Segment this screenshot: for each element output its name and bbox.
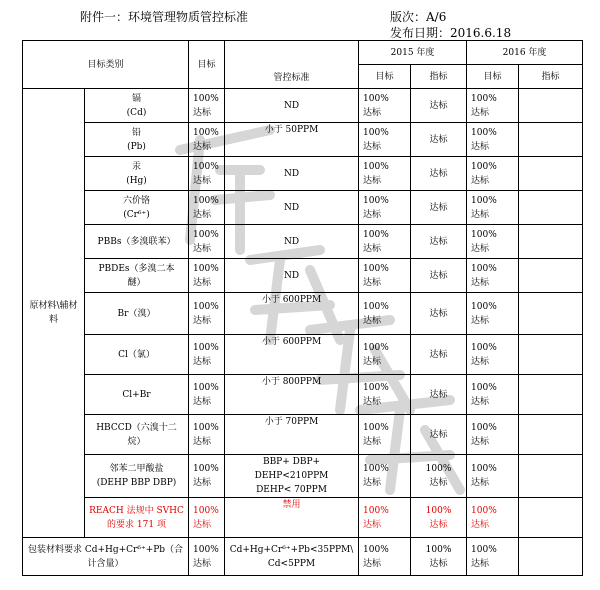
- target-2016: 100% 达标: [467, 498, 519, 538]
- target-value: 100% 达标: [189, 191, 225, 225]
- indicator-2016: [519, 123, 583, 157]
- target-value: 100% 达标: [189, 89, 225, 123]
- indicator-2016: [519, 375, 583, 415]
- target-2015: 100% 达标: [359, 335, 411, 375]
- target-2016: 100% 达标: [467, 538, 519, 576]
- indicator-2016: [519, 293, 583, 335]
- header-target: 目标: [189, 41, 225, 89]
- control-standard: 小于 50PPM: [225, 123, 359, 157]
- target-2015: 100% 达标: [359, 375, 411, 415]
- substance-name: PBBs（多溴联苯）: [85, 225, 189, 259]
- control-standard: 小于 800PPM: [225, 375, 359, 415]
- indicator-2015: 达标: [411, 259, 467, 293]
- target-value: 100% 达标: [189, 455, 225, 498]
- target-value: 100% 达标: [189, 123, 225, 157]
- target-2016: 100% 达标: [467, 375, 519, 415]
- control-standard: ND: [225, 157, 359, 191]
- control-standard: ND: [225, 225, 359, 259]
- substance-name: REACH 法规中 SVHC 的要求 171 项: [85, 498, 189, 538]
- header-2015-indicator: 指标: [411, 65, 467, 89]
- target-value: 100% 达标: [189, 415, 225, 455]
- target-2016: 100% 达标: [467, 225, 519, 259]
- header-2015: 2015 年度: [359, 41, 467, 65]
- substance-name: Cl（氯）: [85, 335, 189, 375]
- substance-name: 邻苯二甲酸盐 (DEHP BBP DBP): [85, 455, 189, 498]
- indicator-2015: 达标: [411, 335, 467, 375]
- indicator-2016: [519, 225, 583, 259]
- control-standard: Cd+Hg+Cr⁶⁺+Pb<35PPM\ Cd<5PPM: [225, 538, 359, 576]
- target-2015: 100% 达标: [359, 89, 411, 123]
- substance-name: 汞 (Hg): [85, 157, 189, 191]
- table-row: [23, 259, 583, 293]
- target-value: 100% 达标: [189, 375, 225, 415]
- target-value: 100% 达标: [189, 538, 225, 576]
- target-value: 100% 达标: [189, 157, 225, 191]
- target-value: 100% 达标: [189, 498, 225, 538]
- group-label: 原材料\辅材料: [23, 89, 85, 538]
- substance-name: HBCCD（六溴十二 烷）: [85, 415, 189, 455]
- target-2016: 100% 达标: [467, 157, 519, 191]
- version-label: 版次：A/6: [390, 10, 447, 24]
- header-2016-target: 目标: [467, 65, 519, 89]
- target-2015: 100% 达标: [359, 225, 411, 259]
- indicator-2016: [519, 455, 583, 498]
- indicator-2015: 100% 达标: [411, 455, 467, 498]
- control-standard: 小于 70PPM: [225, 415, 359, 455]
- table-row: [23, 455, 583, 498]
- indicator-2015: 达标: [411, 157, 467, 191]
- indicator-2016: [519, 89, 583, 123]
- indicator-2015: 达标: [411, 191, 467, 225]
- header-standard: 管控标准: [225, 41, 359, 89]
- indicator-2015: 达标: [411, 375, 467, 415]
- target-value: 100% 达标: [189, 225, 225, 259]
- target-2016: 100% 达标: [467, 259, 519, 293]
- table-row: [23, 123, 583, 157]
- substance-name: 镉 (Cd): [85, 89, 189, 123]
- control-standard: ND: [225, 89, 359, 123]
- substance-name: 铅 (Pb): [85, 123, 189, 157]
- release-date: 发布日期：2016.6.18: [390, 26, 512, 40]
- substance-name: PBDEs（多溴二本 醚）: [85, 259, 189, 293]
- target-2016: 100% 达标: [467, 89, 519, 123]
- table-row: [23, 375, 583, 415]
- header-2016: 2016 年度: [467, 41, 583, 65]
- control-standard: BBP+ DBP+ DEHP<210PPM DEHP< 70PPM: [225, 455, 359, 498]
- target-2016: 100% 达标: [467, 293, 519, 335]
- target-2016: 100% 达标: [467, 123, 519, 157]
- target-value: 100% 达标: [189, 293, 225, 335]
- indicator-2015: 100% 达标: [411, 538, 467, 576]
- substance-name: Cl+Br: [85, 375, 189, 415]
- indicator-2016: [519, 498, 583, 538]
- indicator-2016: [519, 259, 583, 293]
- target-value: 100% 达标: [189, 259, 225, 293]
- header-2016-indicator: 指标: [519, 65, 583, 89]
- target-2015: 100% 达标: [359, 455, 411, 498]
- table-row: [23, 157, 583, 191]
- target-2015: 100% 达标: [359, 191, 411, 225]
- target-2015: 100% 达标: [359, 415, 411, 455]
- indicator-2016: [519, 191, 583, 225]
- packaging-requirement: 包装材料要求 Cd+Hg+Cr⁶⁺+Pb（合计含量）: [23, 538, 189, 576]
- target-value: 100% 达标: [189, 335, 225, 375]
- substance-name: 六价铬 (Cr⁶⁺): [85, 191, 189, 225]
- control-standard: ND: [225, 259, 359, 293]
- indicator-2016: [519, 538, 583, 576]
- target-2016: 100% 达标: [467, 191, 519, 225]
- target-2015: 100% 达标: [359, 498, 411, 538]
- indicator-2015: 达标: [411, 89, 467, 123]
- table-row: [23, 225, 583, 259]
- indicator-2016: [519, 157, 583, 191]
- control-standard: 小于 600PPM: [225, 293, 359, 335]
- target-2015: 100% 达标: [359, 293, 411, 335]
- indicator-2015: 达标: [411, 415, 467, 455]
- indicator-2015: 达标: [411, 225, 467, 259]
- substance-name: Br（溴）: [85, 293, 189, 335]
- target-2016: 100% 达标: [467, 415, 519, 455]
- indicator-2015: 达标: [411, 293, 467, 335]
- control-standard: 禁用: [225, 498, 359, 538]
- table-row-packaging: [23, 538, 583, 576]
- control-standard: ND: [225, 191, 359, 225]
- table-row: [23, 293, 583, 335]
- target-2015: 100% 达标: [359, 157, 411, 191]
- table-row: [23, 335, 583, 375]
- target-2015: 100% 达标: [359, 123, 411, 157]
- indicator-2015: 100% 达标: [411, 498, 467, 538]
- control-standard-table: [22, 40, 583, 576]
- target-2016: 100% 达标: [467, 455, 519, 498]
- header-2015-target: 目标: [359, 65, 411, 89]
- control-standard: 小于 600PPM: [225, 335, 359, 375]
- target-2015: 100% 达标: [359, 538, 411, 576]
- table-row: [23, 191, 583, 225]
- header-category: 目标类别: [23, 41, 189, 89]
- table-row: [23, 89, 583, 123]
- table-row: [23, 498, 583, 538]
- table-row: [23, 415, 583, 455]
- indicator-2015: 达标: [411, 123, 467, 157]
- target-2016: 100% 达标: [467, 335, 519, 375]
- indicator-2016: [519, 415, 583, 455]
- document-title: 附件一：环境管理物质管控标准: [80, 10, 249, 24]
- indicator-2016: [519, 335, 583, 375]
- target-2015: 100% 达标: [359, 259, 411, 293]
